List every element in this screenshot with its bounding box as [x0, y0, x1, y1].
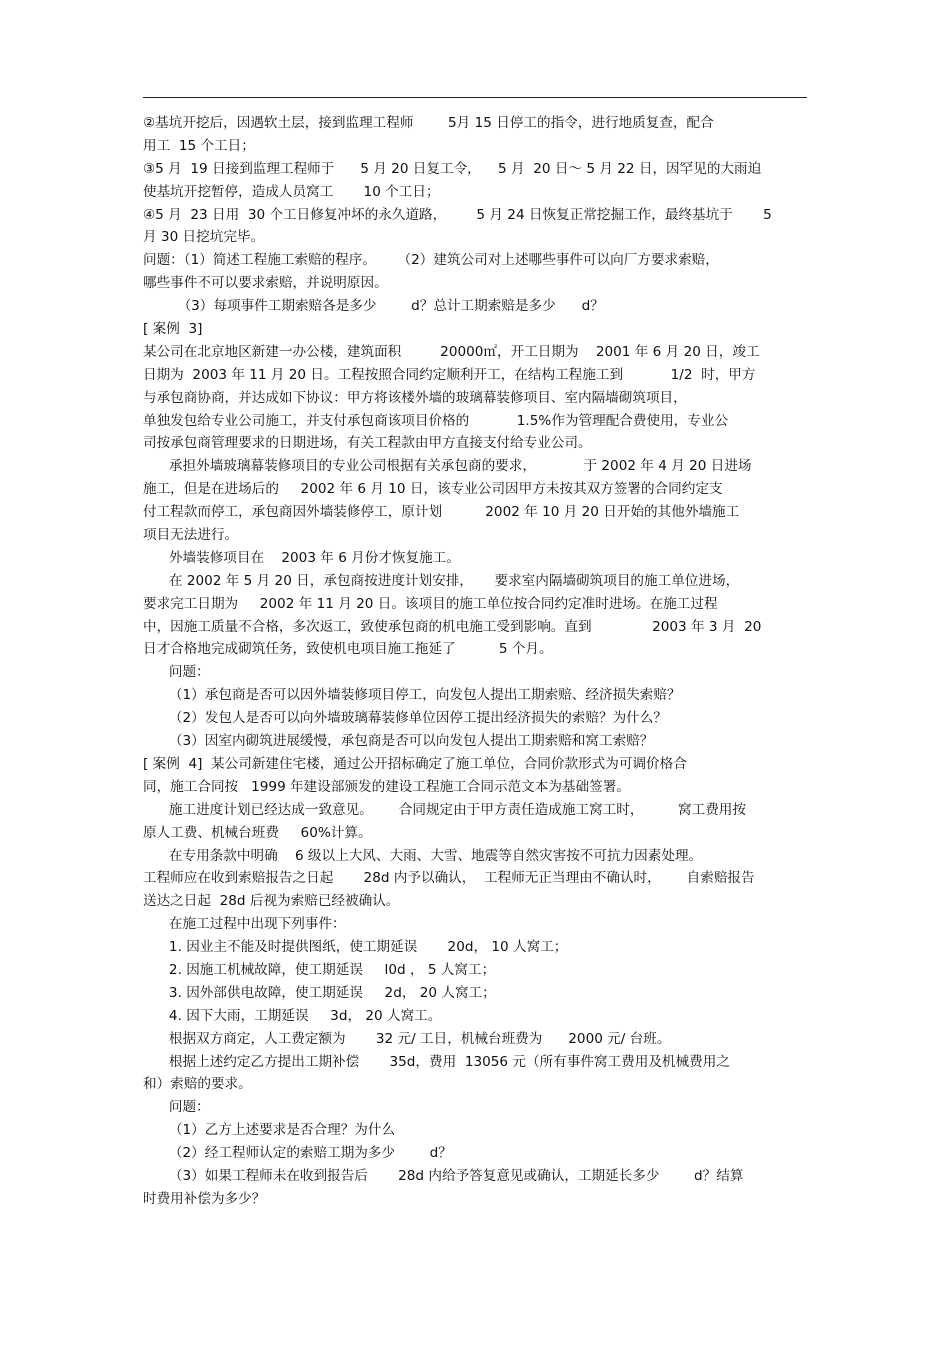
text-line: 中，因施工质量不合格，多次返工，致使承包商的机电施工受到影响。直到 2003 年 3 月 20: [143, 618, 762, 635]
text-line: 司按承包商管理要求的日期进场，有关工程款由甲方直接支付给专业公司。: [143, 435, 592, 452]
text-line: 在 2002 年 5 月 20 日，承包商按进度计划安排， 要求室内隔墙砌筑项目的施工单位进场，: [143, 572, 740, 589]
text-line: 项目无法进行。: [143, 527, 239, 544]
text-line: 送达之日起 28d 后视为索赔已经被确认。: [143, 893, 400, 910]
text-line: （2）经工程师认定的索赔工期为多少 d？: [143, 1145, 452, 1162]
text-line: （1）乙方上述要求是否合理？为什么: [143, 1122, 396, 1139]
text-line: 单独发包给专业公司施工，并支付承包商该项目价格的 1.5%作为管理配合费使用，专业公: [143, 412, 729, 429]
text-line: 工程师应在收到索赔报告之日起 28d 内予以确认， 工程师无正当理由不确认时， 自索赔报告: [143, 870, 755, 887]
text-line: 付工程款而停工，承包商因外墙装修停工，原计划 2002 年 10 月 20 日开始的其他外墙施工: [143, 504, 740, 521]
text-line: 问题：（1）简述工程施工索赔的程序。 （2）建筑公司对上述哪些事件可以向厂方要求索赔，: [143, 252, 719, 269]
text-line: 用工 15 个工日；: [143, 137, 255, 154]
text-line: 某公司在北京地区新建一办公楼，建筑面积 20000㎡，开工日期为 2001 年 6 月 20 日，竣工: [143, 343, 760, 360]
text-line: ③5 月 19 日接到监理工程师于 5 月 20 日复工令， 5 月 20 日～ 5 月 22 日，因罕见的大雨迫: [143, 160, 762, 177]
document-body: [143, 112, 807, 1211]
text-line: 问题：: [143, 1099, 210, 1116]
text-line: ④5 月 23 日用 30 个工日修复冲坏的永久道路， 5 月 24 日恢复正常挖掘工作，最终基坑于 5: [143, 206, 772, 223]
text-line: 同，施工合同按 1999 年建设部颁发的建设工程施工合同示范文本为基础签署。: [143, 778, 630, 795]
text-line: 哪些事件不可以要求索赔，并说明原因。: [143, 275, 388, 292]
text-line: 时费用补偿为多少？: [143, 1190, 266, 1207]
text-line: 和）索赔的要求。: [143, 1076, 252, 1093]
text-line: 根据双方商定，人工费定额为 32 元/ 工日，机械台班费为 2000 元/ 台班。: [143, 1030, 671, 1047]
text-line: ②基坑开挖后，因遇软土层，接到监理工程师 5月 15 日停工的指令，进行地质复查，配合: [143, 115, 714, 131]
text-line: 2. 因施工机械故障，使工期延误 l0d ， 5 人窝工；: [143, 961, 496, 978]
text-line: 3. 因外部供电故障，使工期延误 2d， 20 人窝工；: [143, 984, 496, 1001]
text-line: 施工，但是在进场后的 2002 年 6 月 10 日，该专业公司因甲方未按其双方签署的合同约定支: [143, 481, 723, 498]
text-line: 月 30 日挖坑完毕。: [143, 229, 265, 246]
case-heading: [ 案例 4] 某公司新建住宅楼，通过公开招标确定了施工单位，合同价款形式为可调价格合: [143, 755, 687, 772]
text-line: （3）每项事件工期索赔各是多少 d？总计工期索赔是多少 d？: [143, 298, 604, 315]
text-line: （3）如果工程师未在收到报告后 28d 内给予答复意见或确认，工期延长多少 d？结算: [143, 1167, 744, 1184]
text-line: （1）承包商是否可以因外墙装修项目停工，向发包人提出工期索赔、经济损失索赔？: [143, 687, 681, 704]
text-line: 根据上述约定乙方提出工期补偿 35d，费用 13056 元（所有事件窝工费用及机械费用之: [143, 1053, 730, 1070]
text-line: 原人工费、机械台班费 60%计算。: [143, 824, 372, 841]
text-line: 问题：: [143, 664, 210, 681]
text-line: 日期为 2003 年 11 月 20 日。工程按照合同约定顺利开工，在结构工程施工到 1/2 时，甲方: [143, 366, 756, 383]
text-line: 与承包商协商，并达成如下协议：甲方将该楼外墙的玻璃幕装修项目、室内隔墙砌筑项目，: [143, 389, 687, 406]
text-line: 在专用条款中明确 6 级以上大风、大雨、大雪、地震等自然灾害按不可抗力因素处理。: [143, 847, 703, 864]
text-line: （3）因室内砌筑进展缓慢，承包商是否可以向发包人提出工期索赔和窝工索赔？: [143, 733, 654, 750]
text-line: 1. 因业主不能及时提供图纸，使工期延误 20d， 10 人窝工；: [143, 939, 568, 956]
header-rule: [143, 97, 807, 98]
text-line: 日才合格地完成砌筑任务，致使机电项目施工拖延了 5 个月。: [143, 641, 553, 658]
case-heading: [ 案例 3]: [143, 321, 203, 338]
text-line: 要求完工日期为 2002 年 11 月 20 日。该项目的施工单位按合同约定准时进场。在施工过程: [143, 595, 718, 612]
text-line: 在施工过程中出现下列事件：: [143, 916, 346, 933]
text-line: 承担外墙玻璃幕装修项目的专业公司根据有关承包商的要求， 于 2002 年 4 月 20 日进场: [143, 458, 752, 475]
text-line: 使基坑开挖暂停，造成人员窝工 10 个工日；: [143, 183, 440, 200]
text-line: 施工进度计划已经达成一致意见。 合同规定由于甲方责任造成施工窝工时， 窝工费用按: [143, 801, 746, 818]
text-line: 4. 因下大雨，工期延误 3d， 20 人窝工。: [143, 1007, 442, 1024]
text-line: （2）发包人是否可以向外墙玻璃幕装修单位因停工提出经济损失的索赔？为什么？: [143, 710, 667, 727]
text-line: 外墙装修项目在 2003 年 6 月份才恢复施工。: [143, 549, 460, 566]
